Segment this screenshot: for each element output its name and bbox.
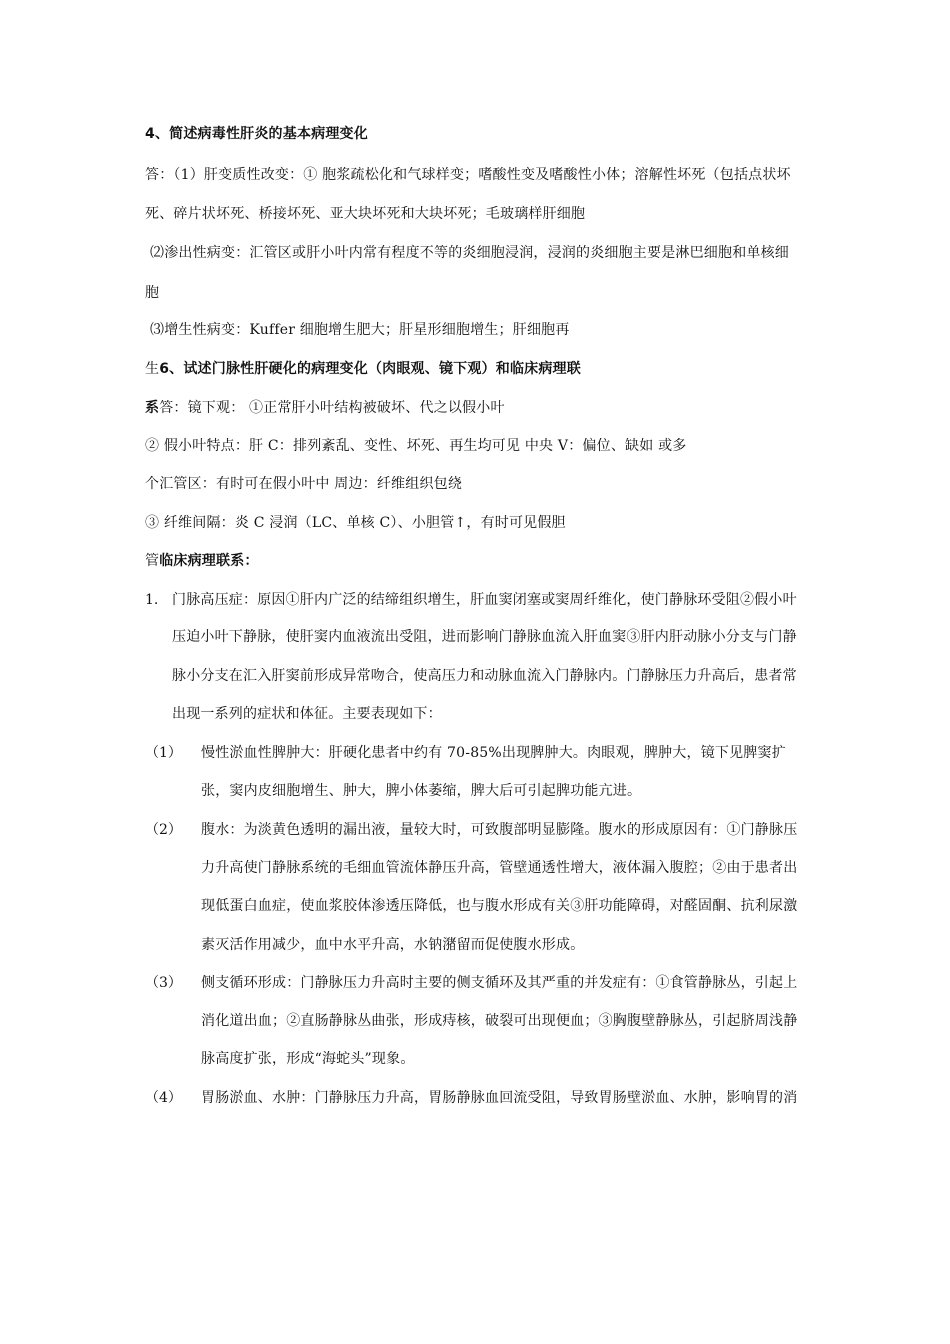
section-heading-4: [145, 124, 807, 144]
heading-text: 6、试述门脉性肝硬化的病理变化（肉眼观、镜下观）和临床病理联: [159, 361, 581, 377]
sublist-line: 消化道出血；②直肠静脉丛曲张，形成痔核，破裂可出现便血；③胸腹壁静脉丛，引起脐周浅静: [201, 1013, 798, 1029]
text-span: ③ 纤维间隔：炎 C 浸润（LC、单核 C）、小胆管↑，有时可见假胆: [145, 515, 566, 531]
text-span: 管: [145, 553, 160, 569]
list-item-line: 门脉高压症：原因①肝内广泛的结缔组织增生，肝血窦闭塞或窦周纤维化，使门静脉环受阻②假小叶: [172, 592, 797, 608]
text-line: [145, 165, 807, 185]
list-number: 1.: [145, 592, 159, 608]
sublist-line: 慢性淤血性脾肿大：肝硬化患者中约有 70-85%出现脾肿大。肉眼观，脾肿大，镜下见脾窦扩: [201, 745, 786, 761]
sublist-line: 脉高度扩张，形成“海蛇头”现象。: [201, 1051, 415, 1067]
text-line: [145, 513, 807, 533]
text-line: [145, 398, 807, 418]
sublist-line: 力升高使门静脉系统的毛细血管流体静压升高，管壁通透性增大，液体漏入腹腔；②由于患者出: [201, 860, 798, 876]
text-span: 死、碎片状坏死、桥接坏死、亚大块坏死和大块坏死；毛玻璃样肝细胞: [145, 206, 586, 222]
text-line: [145, 474, 807, 494]
sublist-number: （2）: [145, 822, 182, 838]
sublist-line: 现低蛋白血症，使血浆胶体渗透压降低，也与腹水形成有关③肝功能障碍，对醛固酮、抗利尿激: [201, 898, 798, 914]
text-span: 胞: [145, 285, 160, 301]
text-line: [145, 436, 807, 456]
text-line: [145, 204, 807, 224]
text-line: [145, 283, 807, 303]
sublist-number: （1）: [145, 745, 182, 761]
sublist-number: （3）: [145, 975, 182, 991]
text-span: 答：（1）肝变质性改变：① 胞浆疏松化和气球样变；嗜酸性变及嗜酸性小体；溶解性坏死（包括点状坏: [145, 167, 791, 183]
text-span: 生: [145, 361, 160, 377]
bold-span: 系: [145, 400, 160, 416]
sublist-line: 素灭活作用减少，血中水平升高，水钠潴留而促使腹水形成。: [201, 937, 585, 953]
section-heading-clinical: [145, 551, 807, 571]
text-span: 个汇管区：有时可在假小叶中 周边：纤维组织包绕: [145, 476, 463, 492]
list-item-line: 出现一系列的症状和体征。主要表现如下：: [172, 706, 442, 722]
text-span: ② 假小叶特点：肝 C：排列紊乱、变性、坏死、再生均可见 中央 V：偏位、缺如 或多: [145, 438, 687, 454]
sublist-line: 腹水：为淡黄色透明的漏出液，量较大时，可致腹部明显膨隆。腹水的形成原因有：①门静脉压: [201, 822, 798, 838]
heading-text: 4、简述病毒性肝炎的基本病理变化: [145, 126, 368, 142]
list-item-line: 脉小分支在汇入肝窦前形成异常吻合，使高压力和动脉血流入门静脉内。门静脉压力升高后，患者常: [172, 668, 797, 684]
text-span: ⑶增生性病变：Kuffer 细胞增生肥大；肝星形细胞增生；肝细胞再: [150, 322, 570, 338]
heading-text: 临床病理联系：: [159, 553, 259, 569]
section-heading-6: [145, 359, 807, 379]
sublist-line: 胃肠淤血、水肿：门静脉压力升高，胃肠静脉血回流受阻，导致胃肠壁淤血、水肿，影响胃的消: [201, 1090, 798, 1106]
sublist-line: 侧支循环形成：门静脉压力升高时主要的侧支循环及其严重的并发症有：①食管静脉丛，引起上: [201, 975, 798, 991]
list-item-line: 压迫小叶下静脉，使肝窦内血液流出受阻，进而影响门静脉血流入肝血窦③肝内肝动脉小分支与门静: [172, 629, 797, 645]
text-span: 答：镜下观： ①正常肝小叶结构被破坏、代之以假小叶: [159, 400, 505, 416]
text-line: [150, 243, 812, 263]
text-span: ⑵渗出性病变：汇管区或肝小叶内常有程度不等的炎细胞浸润，浸润的炎细胞主要是淋巴细胞和单核细: [150, 245, 789, 261]
sublist-line: 张，窦内皮细胞增生、肿大，脾小体萎缩，脾大后可引起脾功能亢进。: [201, 783, 642, 799]
text-line: [150, 320, 812, 340]
sublist-number: （4）: [145, 1090, 182, 1106]
